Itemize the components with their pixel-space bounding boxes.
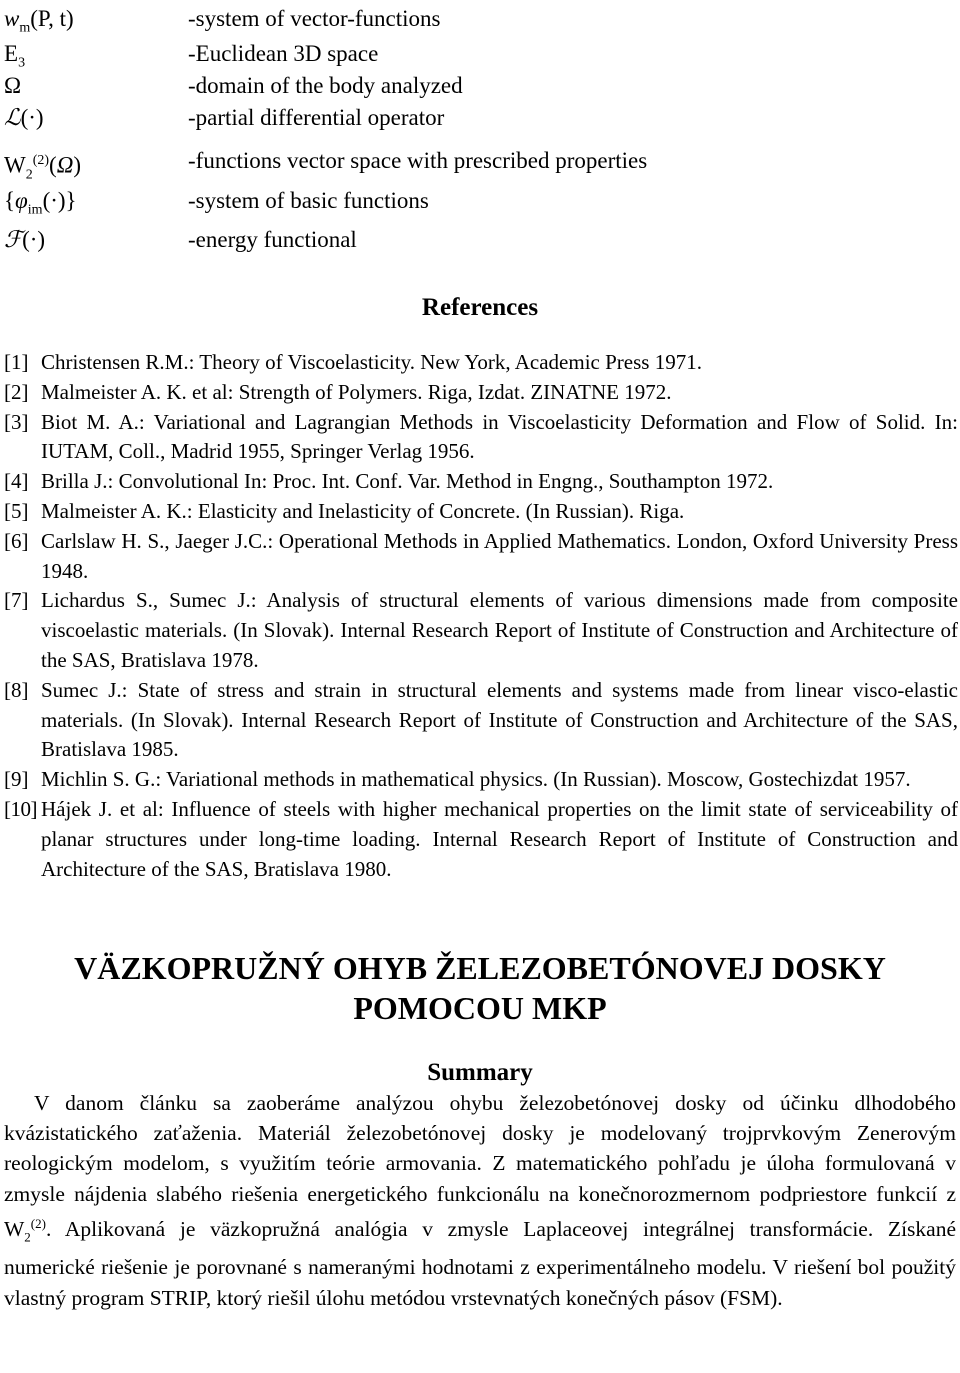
reference-item (4, 408, 958, 468)
nomenclature-symbol: $w_m(P$, t) (4, 6, 74, 36)
summary-text: . Aplikovaná je väzkopružná analógia v zmysle Laplaceovej integrálnej transformácie. Získané numerické riešenie je porovnané s nameranými hodnotami z experimentálneho modelu. V riešení bol použitý vlastný program STRIP, ktorý riešil úlohu metódou vrstevnatých konečných pásov (FSM). (4, 1216, 956, 1310)
nomenclature-definition: -system of vector-functions (188, 6, 441, 31)
paper-title-line: POMOCOU MKP (353, 990, 607, 1026)
reference-text: Michlin S. G.: Variational methods in mathematical physics. (In Russian). Moscow, Gostechizdat 1957. (41, 767, 911, 792)
reference-number: [7] (4, 588, 29, 613)
nomenclature-symbol: ℒ(·) (4, 105, 44, 130)
nomenclature-definition: -energy functional (188, 227, 357, 252)
nomenclature-row (0, 38, 960, 70)
summary-text: V danom článku sa zaoberáme analýzou ohybu železobetónovej dosky od účinku dlhodobého kvázistatického zaťaženia. Materiál železobetónovej dosky je modelovaný trojprvkovým Zenerovým reologickým modelom, s využitím teórie armovania. Z matematického pohľadu je úloha formulovaná v zmysle nájdenia slabého riešenia energetického funkcionálu na konečnorozmernom podpriestore funkcií z (4, 1091, 956, 1206)
reference-text: Malmeister A. K.: Elasticity and Inelasticity of Concrete. (In Russian). Riga. (41, 498, 685, 523)
paper-title-line: VÄZKOPRUŽNÝ OHYB ŽELEZOBETÓNOVEJ DOSKY (74, 950, 886, 986)
nomenclature-symbol: $E_3$ (4, 41, 26, 71)
nomenclature-row (0, 224, 960, 256)
nomenclature-definition: -system of basic functions (188, 188, 429, 213)
reference-item (4, 527, 958, 587)
nomenclature-row (0, 185, 960, 217)
reference-text: Hájek J. et al: Influence of steels with higher mechanical properties on the limit state of serviceability of planar structures under long-time loading. Internal Research Report of Institute of Construction and Architecture of the SAS, Bratislava 1980. (41, 796, 958, 881)
reference-number: [3] (4, 409, 29, 434)
summary-heading: Summary (427, 1059, 533, 1086)
reference-item (4, 497, 958, 527)
references-list (4, 348, 958, 884)
nomenclature-symbol: $\{\varphi_{im}(\cdot)\}$ (4, 188, 77, 218)
space-symbol: $W_2^{(2)}$ (4, 1215, 46, 1245)
reference-item (4, 378, 958, 408)
nomenclature-row (0, 3, 960, 35)
reference-text: Christensen R.M.: Theory of Viscoelasticity. New York, Academic Press 1971. (41, 350, 702, 374)
reference-number: [1] (4, 350, 29, 374)
nomenclature-definition: -partial differential operator (188, 105, 445, 130)
reference-number: [2] (4, 379, 29, 404)
reference-number: [9] (4, 767, 29, 792)
nomenclature-row (0, 102, 960, 134)
summary-paragraph (4, 1088, 956, 1313)
reference-text: Lichardus S., Sumec J.: Analysis of structural elements of various dimensions made from composite viscoelastic materials. (In Slovak). Internal Research Report of Institute of Construction and Architecture of the SAS, Bratislava 1978. (41, 588, 958, 672)
reference-text: Biot M. A.: Variational and Lagrangian Methods in Viscoelasticity Deformation and Flow of Solid. In: IUTAM, Coll., Madrid 1955, Springer Verlag 1956. (41, 409, 958, 464)
reference-number: [5] (4, 498, 29, 523)
reference-item (4, 676, 958, 765)
nomenclature-symbol: $W_2^{(2)}(\Omega)$ (4, 152, 82, 183)
reference-number: [6] (4, 528, 29, 553)
reference-item (4, 348, 958, 378)
paper-title (0, 948, 960, 1028)
reference-number: [8] (4, 677, 29, 702)
nomenclature-row (0, 70, 960, 102)
reference-item (4, 795, 958, 884)
nomenclature-symbol: Ω (4, 73, 22, 98)
reference-text: Malmeister A. K. et al: Strength of Polymers. Riga, Izdat. ZINATNE 1972. (41, 379, 672, 404)
references-heading: References (421, 294, 539, 321)
nomenclature-row (0, 145, 960, 183)
nomenclature-definition: -Euclidean 3D space (188, 41, 379, 66)
reference-text: Brilla J.: Convolutional In: Proc. Int. Conf. Var. Method in Engng., Southampton 1972. (41, 469, 774, 494)
reference-item (4, 467, 958, 497)
reference-text: Carlslaw H. S., Jaeger J.C.: Operational Methods in Applied Mathematics. London, Oxford University Press 1948. (41, 528, 958, 583)
nomenclature-symbol: ℱ(·) (4, 227, 46, 252)
reference-item (4, 586, 958, 675)
nomenclature-definition: -functions vector space with prescribed properties (188, 148, 648, 173)
nomenclature-definition: -domain of the body analyzed (188, 73, 463, 98)
reference-number: [4] (4, 469, 29, 494)
reference-number: [10] (4, 796, 37, 821)
reference-item (4, 765, 958, 795)
reference-text: Sumec J.: State of stress and strain in structural elements and systems made from linear visco-elastic materials. (In Slovak). Internal Research Report of Institute of Construction and Architecture of the SAS, Bratislava 1985. (41, 677, 958, 762)
